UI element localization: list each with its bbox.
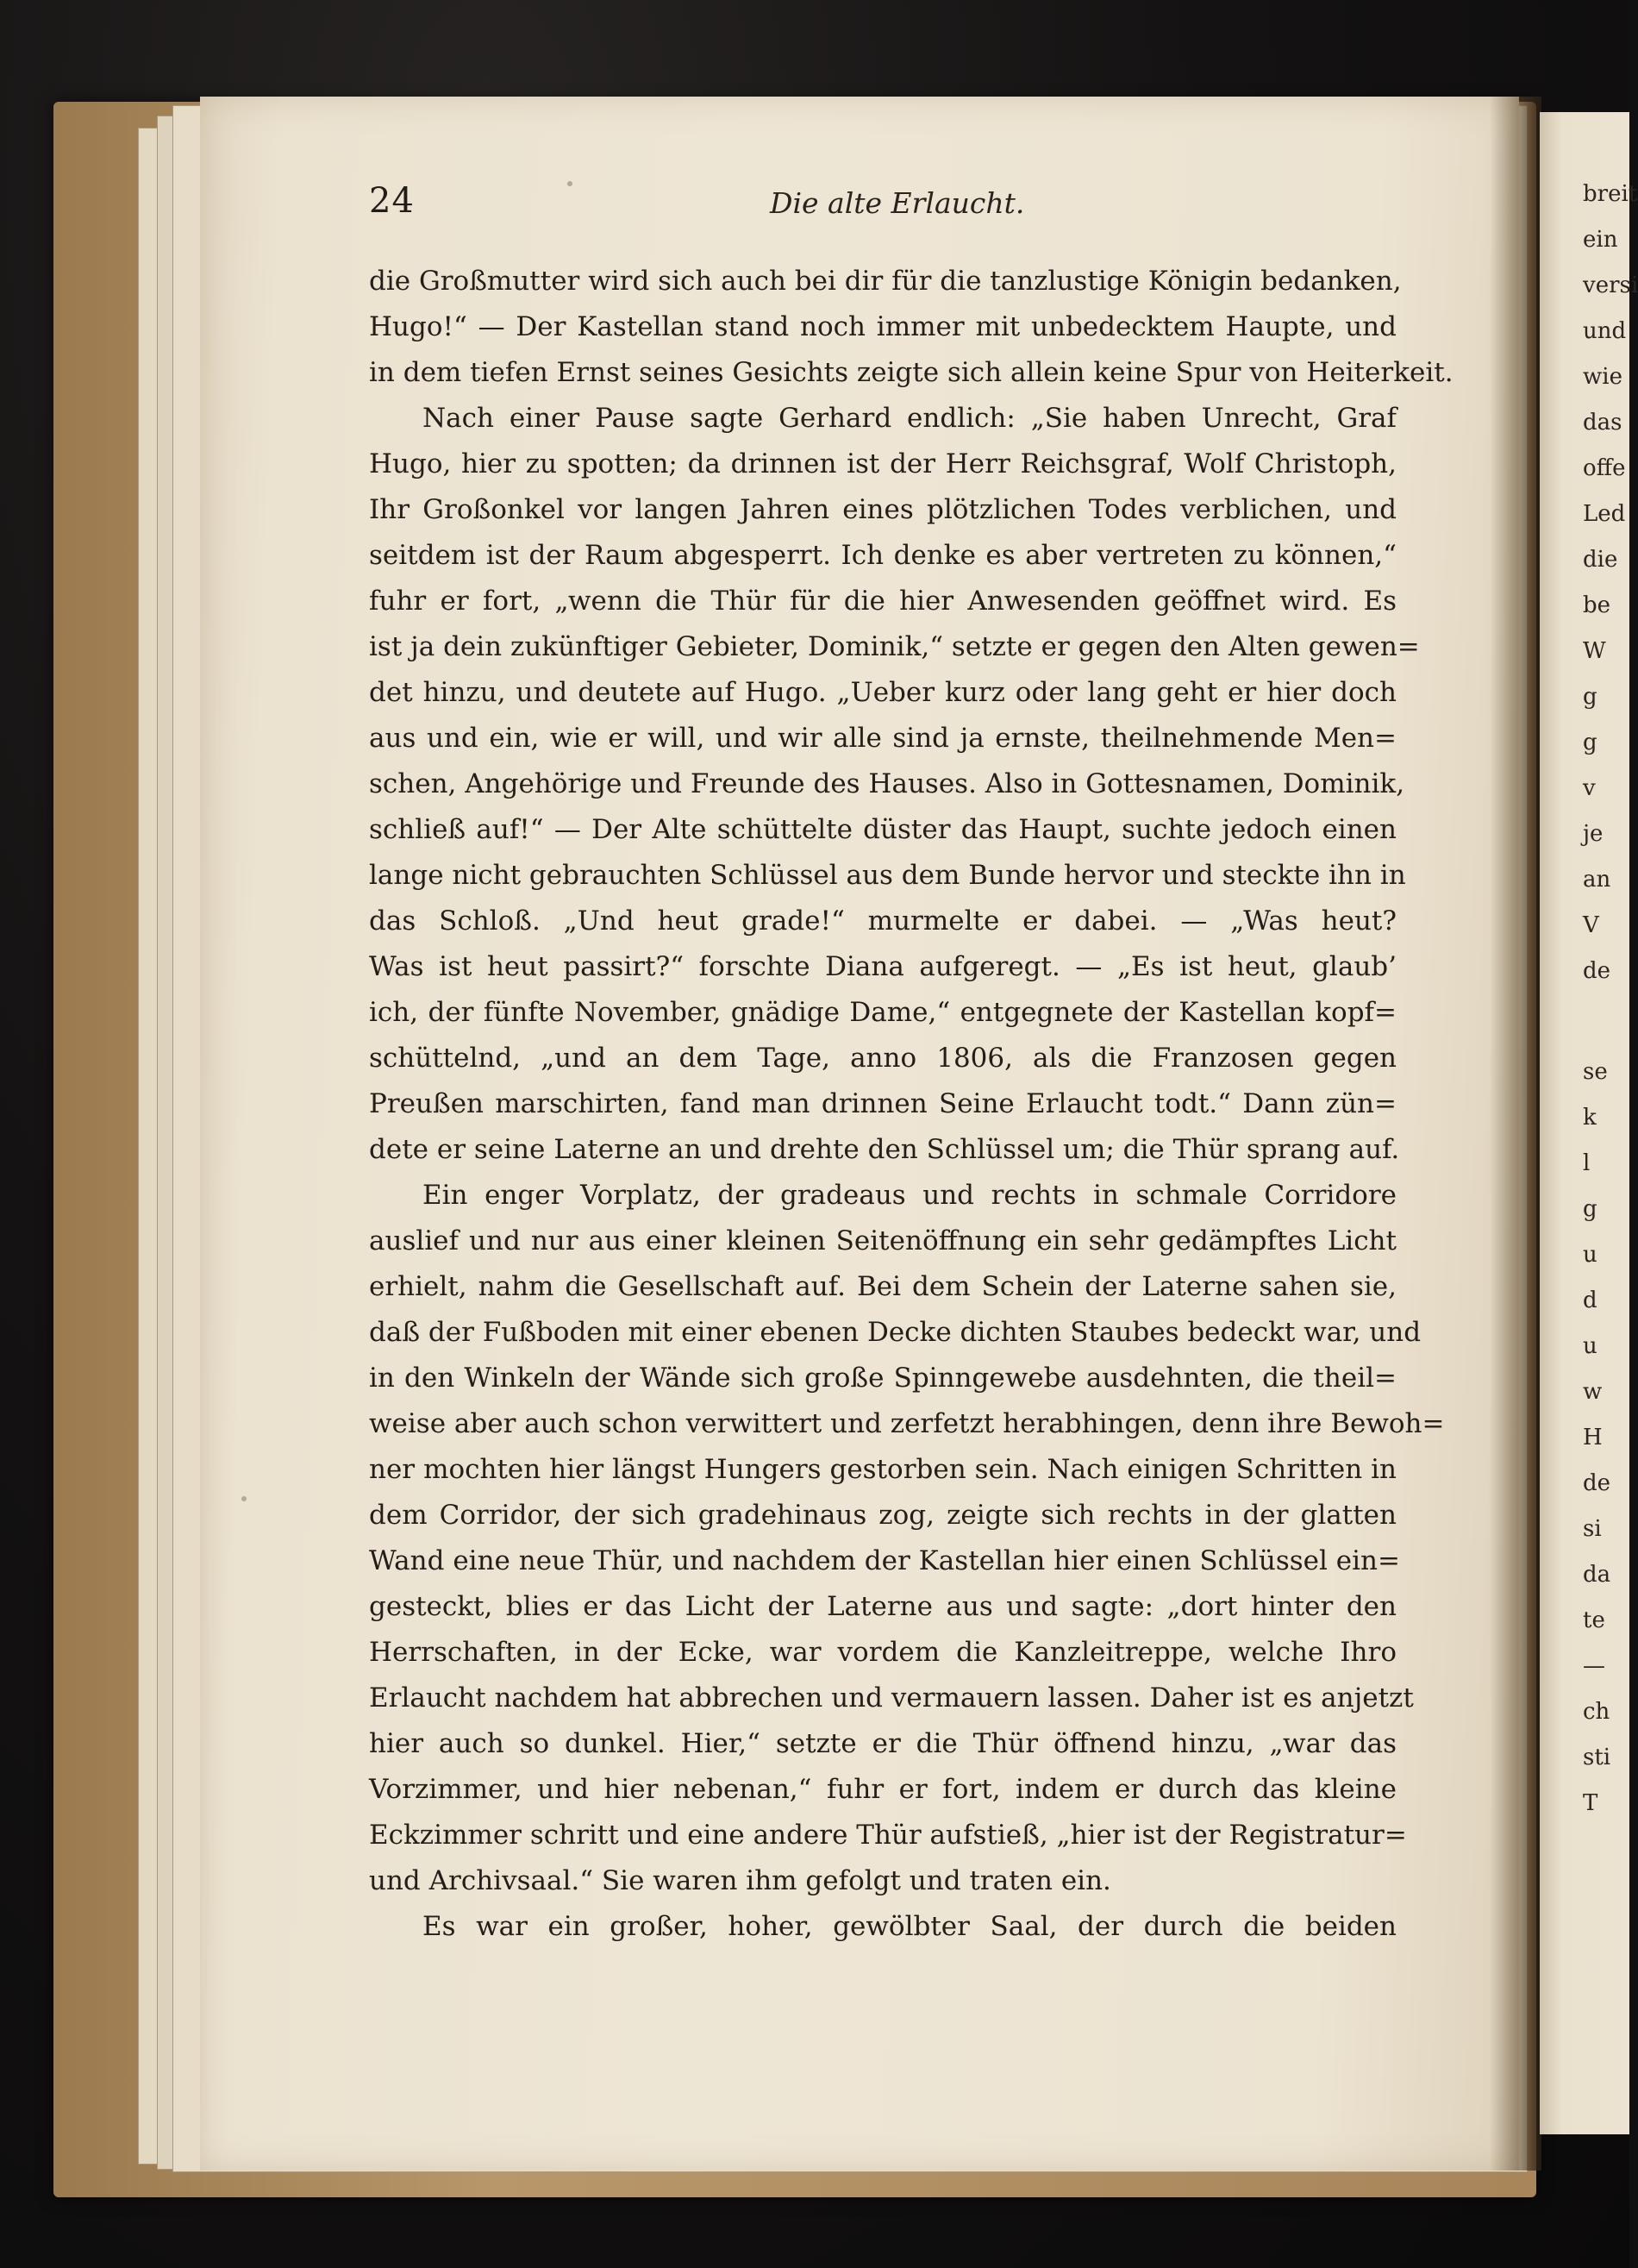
facing-page-fragment: u — [1583, 1332, 1597, 1359]
page-header — [369, 181, 1395, 233]
text-line: dem Corridor, der sich gradehinaus zog, zeigte sich rechts in der glatten — [369, 1500, 1397, 1531]
text-line: fuhr er fort, „wenn die Thür für die hier Anwesenden geöffnet wird. Es — [369, 586, 1397, 617]
text-line: Hugo, hier zu spotten; da drinnen ist der Herr Reichsgraf, Wolf Christoph, — [369, 448, 1397, 479]
facing-page-fragment: w — [1583, 1378, 1603, 1405]
facing-page-fragment: g — [1583, 730, 1597, 755]
running-title: Die alte Erlaucht. — [770, 186, 1025, 220]
text-line: auslief und nur aus einer kleinen Seitenöffnung ein sehr gedämpftes Licht — [369, 1225, 1397, 1256]
facing-page-fragment: de — [1583, 1469, 1611, 1496]
paper-speck — [241, 1496, 247, 1501]
text-line: schließ auf!“ — Der Alte schüttelte düster das Haupt, suchte jedoch einen — [369, 814, 1397, 845]
facing-page-fragment: g — [1583, 1195, 1597, 1222]
facing-page-fragment: das — [1583, 410, 1622, 435]
facing-page-fragment: k — [1583, 1104, 1597, 1131]
facing-page-fragment: ch — [1583, 1698, 1610, 1725]
facing-page-fragment: und — [1583, 318, 1627, 344]
text-line: daß der Fußboden mit einer ebenen Decke dichten Staubes bedeckt war, und — [369, 1317, 1422, 1348]
text-line: Wand eine neue Thür, und nachdem der Kastellan hier einen Schlüssel ein= — [369, 1545, 1400, 1576]
page-number: 24 — [369, 181, 415, 221]
facing-page-fragment: ein — [1583, 227, 1618, 253]
text-line: gesteckt, blies er das Licht der Laterne aus und sagte: „dort hinter den — [369, 1591, 1397, 1622]
text-line: Ein enger Vorplatz, der gradeaus und rechts in schmale Corridore — [422, 1180, 1397, 1211]
facing-page-fragment: te — [1583, 1607, 1605, 1633]
text-line: in dem tiefen Ernst seines Gesichts zeigte sich allein keine Spur von Heiterkeit. — [369, 357, 1454, 388]
text-line: Ihr Großonkel vor langen Jahren eines plötzlichen Todes verblichen, und — [369, 494, 1397, 525]
text-line: Nach einer Pause sagte Gerhard endlich: „Sie haben Unrecht, Graf — [422, 403, 1397, 434]
facing-page-fragment: versi — [1583, 273, 1638, 298]
text-line: schüttelnd, „und an dem Tage, anno 1806, als die Franzosen gegen — [369, 1043, 1397, 1074]
text-line: und Archivsaal.“ Sie waren ihm gefolgt und traten ein. — [369, 1865, 1111, 1896]
facing-page-fragment: da — [1583, 1561, 1611, 1588]
text-line: ist ja dein zukünftiger Gebieter, Dominik,“ setzte er gegen den Alten gewen= — [369, 631, 1420, 662]
facing-page-fragment: Led — [1583, 501, 1626, 527]
facing-page-fragment: wie — [1583, 364, 1622, 390]
text-line: weise aber auch schon verwittert und zerfetzt herabhingen, denn ihre Bewoh= — [369, 1408, 1445, 1439]
text-line: Was ist heut passirt?“ forschte Diana aufgeregt. — „Es ist heut, glaub’ — [369, 951, 1397, 982]
facing-page-fragment: l — [1583, 1150, 1591, 1176]
text-line: seitdem ist der Raum abgesperrt. Ich denke es aber vertreten zu können,“ — [369, 540, 1397, 571]
facing-page-fragment: — — [1583, 1652, 1605, 1679]
text-line: Preußen marschirten, fand man drinnen Seine Erlaucht todt.“ Dann zün= — [369, 1088, 1397, 1119]
facing-page-fragment: V — [1583, 912, 1599, 938]
facing-page-fragment: die — [1583, 547, 1618, 573]
text-line: Erlaucht nachdem hat abbrechen und vermauern lassen. Daher ist es anjetzt — [369, 1682, 1414, 1714]
text-line: Hugo!“ — Der Kastellan stand noch immer mit unbedecktem Haupte, und — [369, 311, 1397, 342]
facing-page-fragment: an — [1583, 867, 1611, 893]
facing-page-fragment: u — [1583, 1241, 1597, 1268]
facing-page-fragment: sti — [1583, 1744, 1611, 1770]
facing-page-fragment: breit — [1583, 181, 1638, 207]
facing-page-fragment: si — [1583, 1515, 1602, 1542]
facing-page-fragment: W — [1583, 638, 1606, 664]
text-line: erhielt, nahm die Gesellschaft auf. Bei dem Schein der Laterne sahen sie, — [369, 1271, 1397, 1302]
facing-page-fragment: offe — [1583, 455, 1626, 481]
text-line: Eckzimmer schritt und eine andere Thür aufstieß, „hier ist der Registratur= — [369, 1820, 1407, 1851]
facing-page-fragment: je — [1583, 821, 1604, 847]
facing-page-fragment: H — [1583, 1424, 1603, 1450]
body-text — [369, 259, 1454, 1950]
text-line: ner mochten hier längst Hungers gestorben sein. Nach einigen Schritten in — [369, 1454, 1397, 1485]
facing-page-fragment: T — [1583, 1789, 1598, 1816]
text-line: in den Winkeln der Wände sich große Spinngewebe ausdehnten, die theil= — [369, 1363, 1397, 1394]
text-line: dete er seine Laterne an und drehte den Schlüssel um; die Thür sprang auf. — [369, 1134, 1400, 1165]
text-line: aus und ein, wie er will, und wir alle sind ja ernste, theilnehmende Men= — [369, 723, 1397, 754]
facing-page — [1540, 112, 1638, 2134]
text-line: Herrschaften, in der Ecke, war vordem die Kanzleitreppe, welche Ihro — [369, 1637, 1397, 1668]
facing-page-fragment: v — [1583, 775, 1596, 801]
facing-page-fragment: d — [1583, 1287, 1597, 1313]
text-line: Vorzimmer, und hier nebenan,“ fuhr er fort, indem er durch das kleine — [369, 1774, 1397, 1805]
facing-page-fragment: g — [1583, 684, 1597, 710]
facing-page-fragment: be — [1583, 592, 1611, 618]
text-line: hier auch so dunkel. Hier,“ setzte er die Thür öffnend hinzu, „war das — [369, 1728, 1397, 1759]
text-line: Es war ein großer, hoher, gewölbter Saal, der durch die beiden — [422, 1911, 1397, 1942]
facing-page-fragment: de — [1583, 958, 1611, 984]
text-line: das Schloß. „Und heut grade!“ murmelte er dabei. — „Was heut? — [369, 905, 1397, 937]
text-line: ich, der fünfte November, gnädige Dame,“ entgegnete der Kastellan kopf= — [369, 997, 1397, 1028]
text-line: det hinzu, und deutete auf Hugo. „Ueber kurz oder lang geht er hier doch — [369, 677, 1397, 708]
facing-page-fragment: se — [1583, 1058, 1608, 1085]
text-line: lange nicht gebrauchten Schlüssel aus dem Bunde hervor und steckte ihn in — [369, 860, 1406, 891]
text-line: die Großmutter wird sich auch bei dir für die tanzlustige Königin bedanken, — [369, 266, 1402, 297]
page-gutter-shadow — [1490, 97, 1541, 2171]
text-line: schen, Angehörige und Freunde des Hauses. Also in Gottesnamen, Dominik, — [369, 768, 1405, 799]
